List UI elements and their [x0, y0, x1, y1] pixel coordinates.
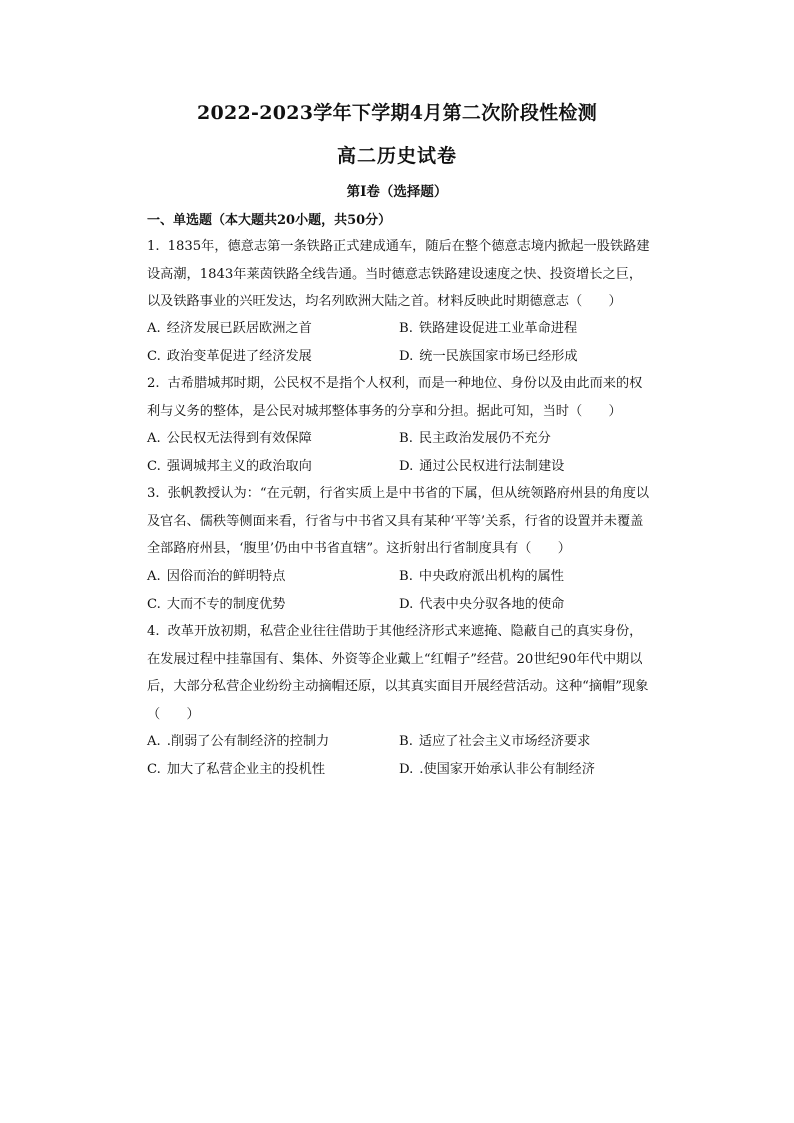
- question-2-options: [147, 425, 652, 480]
- question-number: 4.: [147, 624, 160, 639]
- option-a[interactable]: A. 公民权无法得到有效保障: [147, 431, 312, 446]
- option-d[interactable]: D. .使国家开始承认非公有制经济: [399, 761, 595, 777]
- question-stem: 改革开放初期，私营企业往往借助于其他经济形式来遮掩、隐蔽自己的真实身份，在发展过程中挂靠国有、集体、外资等企业戴上“红帽子”经营。20世纪90年代中期以后，大部分私营企业纷纷主动摘帽还原，以其真实面目开展经营活动。这种“摘帽”现象（ ）: [147, 624, 649, 722]
- question-number: 3.: [147, 486, 160, 501]
- question-3-options: [147, 563, 652, 618]
- question-stem: 1835年，德意志第一条铁路正式建成通车，随后在整个德意志境内掀起一股铁路建设高潮，1843年莱茵铁路全线告通。当时德意志铁路建设速度之快、投资增长之巨，以及铁路事业的兴旺发达，均名列欧洲大陆之首。材料反映此时期德意志（ ）: [147, 239, 650, 309]
- option-b[interactable]: B. 中央政府派出机构的属性: [399, 569, 564, 584]
- option-a[interactable]: A. 因俗而治的鲜明特点: [147, 569, 286, 584]
- question-number: 1.: [147, 239, 160, 254]
- exam-subject: 高二历史试卷: [336, 145, 457, 167]
- option-c[interactable]: C. 大而不专的制度优势: [147, 596, 286, 612]
- option-b[interactable]: B. 适应了社会主义市场经济要求: [399, 734, 591, 749]
- question-2: [147, 370, 652, 425]
- question-3: [147, 480, 652, 563]
- option-d[interactable]: D. 统一民族国家市场已经形成: [399, 348, 578, 364]
- question-stem: 张帆教授认为：“在元朝，行省实质上是中书省的下属，但从统领路府州县的角度以及官名、儒秩等侧面来看，行省与中书省又具有某种‘平等’关系，行省的设置并未覆盖全部路府州县，‘腹里’仍由中书省直辖”。这折射出行省制度具有（ ）: [147, 486, 650, 556]
- option-c[interactable]: C. 加大了私营企业主的投机性: [147, 761, 326, 777]
- option-d[interactable]: D. 代表中央分驭各地的使命: [399, 596, 565, 612]
- option-a[interactable]: A. .削弱了公有制经济的控制力: [147, 734, 330, 749]
- question-4-options: [147, 728, 652, 783]
- option-d[interactable]: D. 通过公民权进行法制建设: [399, 458, 565, 474]
- question-4: [147, 618, 652, 728]
- question-number: 2.: [147, 376, 160, 391]
- option-c[interactable]: C. 政治变革促进了经济发展: [147, 348, 312, 364]
- question-1-options: [147, 315, 652, 370]
- exam-title: 2022-2023学年下学期4月第二次阶段性检测: [196, 102, 598, 124]
- volume-label: 第Ⅰ卷（选择题）: [346, 184, 448, 200]
- option-c[interactable]: C. 强调城邦主义的政治取向: [147, 458, 312, 474]
- question-1: [147, 233, 652, 316]
- option-b[interactable]: B. 民主政治发展仍不充分: [399, 431, 551, 446]
- option-b[interactable]: B. 铁路建设促进工业革命进程: [399, 321, 578, 336]
- section-heading: 一、单选题（本大题共20小题，共50分）: [147, 213, 392, 228]
- question-stem: 古希腊城邦时期，公民权不是指个人权利，而是一种地位、身份以及由此而来的权利与义务的整体，是公民对城邦整体事务的分享和分担。据此可知，当时（ ）: [147, 376, 643, 419]
- option-a[interactable]: A. 经济发展已跃居欧洲之首: [147, 321, 312, 336]
